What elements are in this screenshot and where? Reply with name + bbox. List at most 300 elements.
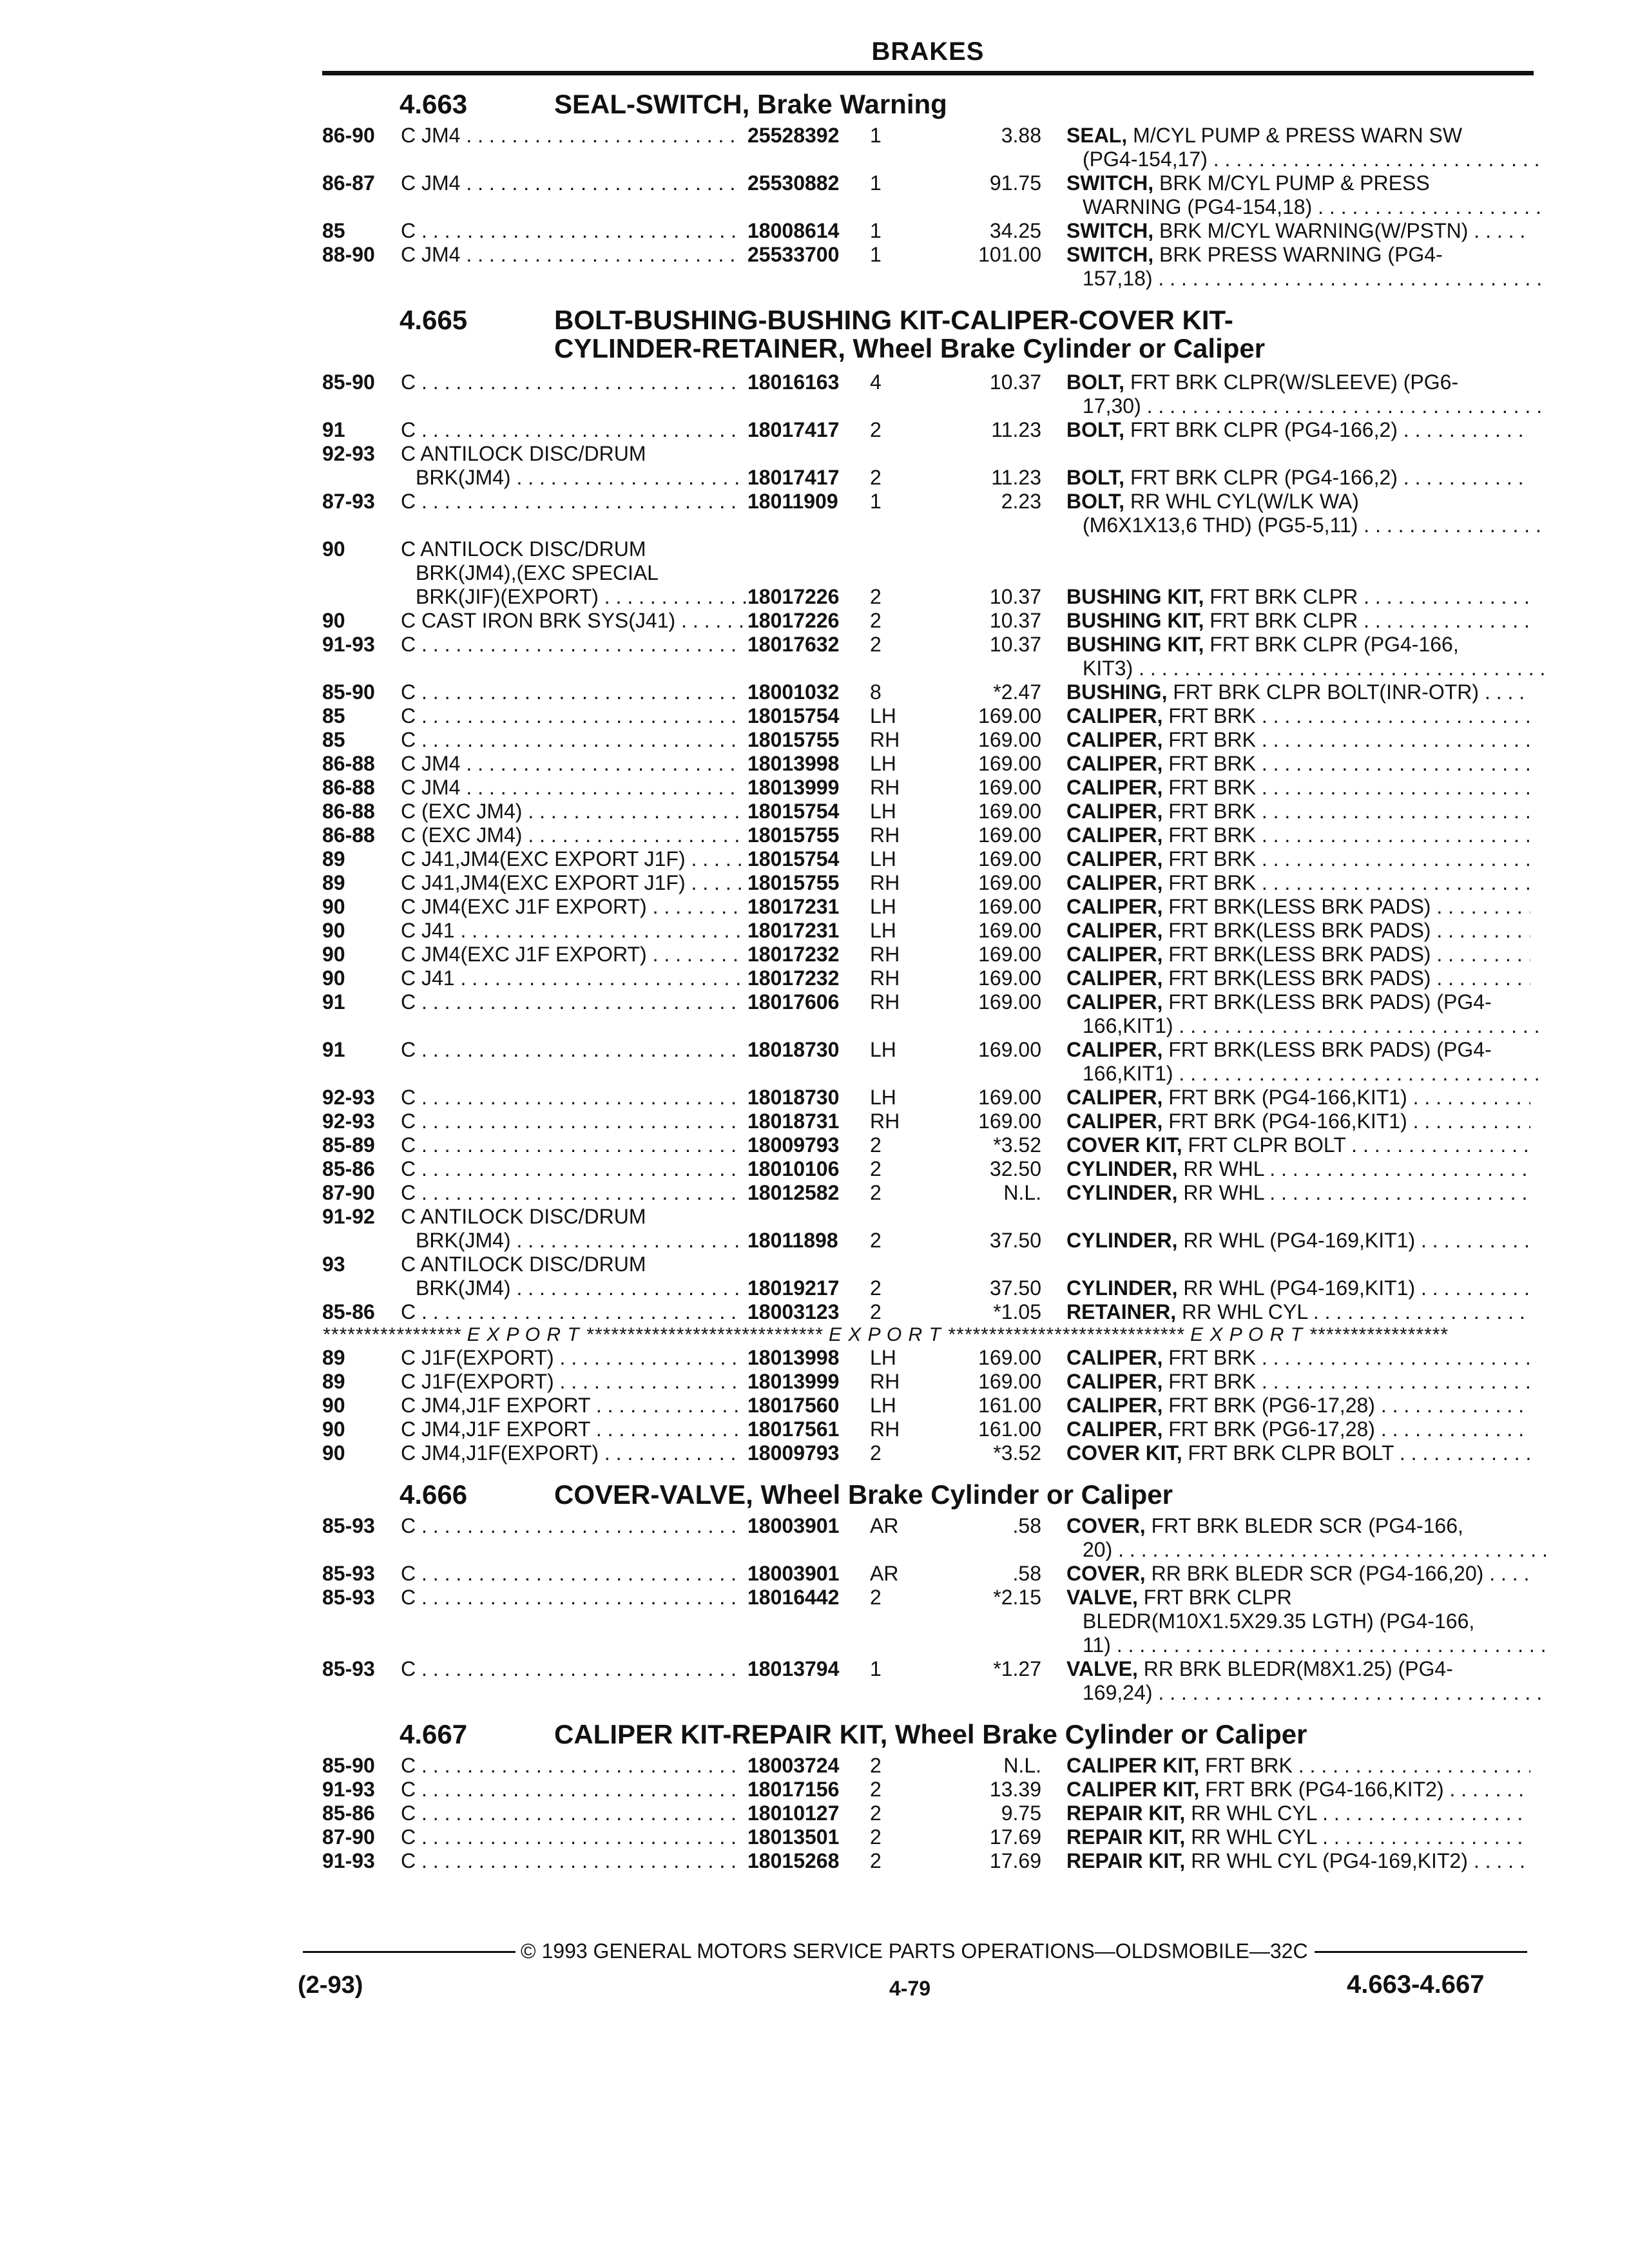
row-description: 157,18) . . . xyxy=(1083,267,1547,291)
part-number: 18011909 xyxy=(747,490,838,513)
row-applicability: BRK(JIF)(EXPORT) . . . xyxy=(416,585,757,609)
row-years: 87-90 xyxy=(322,1181,375,1204)
table-row xyxy=(0,1778,1629,1802)
table-row xyxy=(0,800,1629,823)
row-price: 34.25 xyxy=(989,219,1041,242)
row-quantity: 2 xyxy=(870,1157,882,1180)
row-applicability: C . . . xyxy=(401,1586,742,1610)
row-price: .58 xyxy=(1012,1562,1041,1585)
row-description: CALIPER, FRT BRK . . . xyxy=(1066,1370,1530,1394)
part-number: 18003724 xyxy=(747,1754,840,1777)
row-description: REPAIR KIT, RR WHL CYL (PG4-169,KIT2) . . . xyxy=(1066,1849,1530,1873)
table-row xyxy=(0,1229,1629,1253)
row-price: *2.47 xyxy=(993,680,1041,704)
row-years: 91 xyxy=(322,1038,345,1061)
row-quantity: LH xyxy=(870,800,896,823)
part-number: 18017156 xyxy=(747,1778,840,1801)
row-description: WARNING (PG4-154,18) . . . xyxy=(1083,195,1547,219)
row-years: 85-93 xyxy=(322,1657,375,1680)
row-years: 86-88 xyxy=(322,823,375,847)
row-price: 169.00 xyxy=(978,847,1041,870)
row-price: 169.00 xyxy=(978,704,1041,727)
part-keyword: CALIPER, xyxy=(1066,847,1163,870)
part-number: 18019217 xyxy=(747,1276,840,1300)
table-row xyxy=(0,1157,1629,1181)
part-keyword: VALVE, xyxy=(1066,1657,1138,1680)
row-applicability: C JM4 . . . xyxy=(401,243,742,267)
part-keyword: CALIPER, xyxy=(1066,919,1163,942)
row-applicability: C . . . xyxy=(401,1849,742,1873)
row-quantity: LH xyxy=(870,919,896,942)
row-years: 90 xyxy=(322,537,345,561)
row-applicability: C . . . xyxy=(401,1038,742,1062)
row-applicability: C J41 . . . xyxy=(401,966,742,990)
part-keyword: SWITCH, xyxy=(1066,219,1154,242)
row-applicability: C JM4 . . . xyxy=(401,752,742,776)
row-price: N.L. xyxy=(1003,1181,1041,1204)
table-row xyxy=(0,418,1629,442)
part-number: 18017632 xyxy=(747,633,840,656)
part-keyword: SWITCH, xyxy=(1066,171,1154,195)
row-description: BOLT, FRT BRK CLPR (PG4-166,2) . . . xyxy=(1066,418,1530,442)
row-description: COVER, RR BRK BLEDR SCR (PG4-166,20) . . . xyxy=(1066,1562,1530,1586)
row-price: 169.00 xyxy=(978,776,1041,799)
row-description: COVER KIT, FRT CLPR BOLT . . . xyxy=(1066,1133,1530,1157)
row-quantity: 8 xyxy=(870,680,882,704)
row-years: 90 xyxy=(322,943,345,966)
row-years: 90 xyxy=(322,919,345,942)
row-description: CYLINDER, RR WHL (PG4-169,KIT1) . . . xyxy=(1066,1229,1530,1253)
part-keyword: CALIPER, xyxy=(1066,871,1163,894)
row-description: CYLINDER, RR WHL (PG4-169,KIT1) . . . xyxy=(1066,1276,1530,1300)
export-divider: ***************** E X P O R T ***************************** E X P O R T ***************************** E X P O R T ***************** xyxy=(322,1324,1448,1345)
table-row xyxy=(0,171,1629,195)
row-applicability: C . . . xyxy=(401,1778,742,1802)
part-keyword: BUSHING KIT, xyxy=(1066,585,1204,608)
row-price: 2.23 xyxy=(1001,490,1041,513)
row-years: 90 xyxy=(322,1394,345,1417)
row-applicability: C JM4,J1F(EXPORT) . . . xyxy=(401,1441,742,1465)
part-number: 18018731 xyxy=(747,1110,840,1133)
row-applicability: C ANTILOCK DISC/DRUM xyxy=(401,1205,646,1228)
table-row xyxy=(0,1586,1629,1610)
part-keyword: CALIPER, xyxy=(1066,776,1163,799)
row-applicability: C JM4(EXC J1F EXPORT) . . . xyxy=(401,895,742,919)
part-keyword: CALIPER, xyxy=(1066,728,1163,751)
row-description: CALIPER, FRT BRK(LESS BRK PADS) . . . xyxy=(1066,895,1530,919)
row-description: CALIPER, FRT BRK (PG4-166,KIT1) . . . xyxy=(1066,1086,1530,1110)
row-quantity: 2 xyxy=(870,609,882,632)
row-applicability: C . . . xyxy=(401,1825,742,1849)
table-row xyxy=(0,1253,1629,1276)
row-years: 91-93 xyxy=(322,1778,375,1801)
table-row xyxy=(0,585,1629,609)
row-applicability: C . . . xyxy=(401,1562,742,1586)
row-price: 169.00 xyxy=(978,966,1041,990)
footer-rule-left xyxy=(303,1951,516,1953)
part-number: 18017561 xyxy=(747,1418,840,1441)
row-price: 169.00 xyxy=(978,1038,1041,1061)
row-price: *3.52 xyxy=(993,1133,1041,1157)
part-keyword: CALIPER, xyxy=(1066,990,1163,1014)
part-number: 25533700 xyxy=(747,243,840,266)
table-row xyxy=(0,1825,1629,1849)
row-quantity: LH xyxy=(870,1038,896,1061)
table-row xyxy=(0,823,1629,847)
row-years: 88-90 xyxy=(322,243,375,266)
part-number: 18017231 xyxy=(747,919,840,942)
part-number: 18013501 xyxy=(747,1825,840,1849)
part-number: 18001032 xyxy=(747,680,840,704)
row-applicability: C . . . xyxy=(401,219,742,243)
table-row xyxy=(0,1633,1629,1657)
part-keyword: CALIPER, xyxy=(1066,752,1163,775)
row-quantity: 2 xyxy=(870,585,882,608)
table-row xyxy=(0,943,1629,966)
row-price: 169.00 xyxy=(978,1086,1041,1109)
row-years: 92-93 xyxy=(322,1110,375,1133)
row-description: VALVE, RR BRK BLEDR(M8X1.25) (PG4- xyxy=(1066,1657,1453,1680)
row-description: REPAIR KIT, RR WHL CYL . . . xyxy=(1066,1802,1530,1825)
row-years: 86-88 xyxy=(322,776,375,799)
table-row xyxy=(0,847,1629,871)
table-row xyxy=(0,1562,1629,1586)
row-applicability: C ANTILOCK DISC/DRUM xyxy=(401,537,646,561)
row-quantity: 2 xyxy=(870,1586,882,1609)
row-applicability: C . . . xyxy=(401,418,742,442)
row-applicability: BRK(JM4) . . . xyxy=(416,1229,757,1253)
row-years: 89 xyxy=(322,1346,345,1369)
row-quantity: 2 xyxy=(870,1229,882,1252)
row-years: 89 xyxy=(322,847,345,870)
row-quantity: 2 xyxy=(870,1441,882,1465)
row-description: CALIPER, FRT BRK(LESS BRK PADS) . . . xyxy=(1066,966,1530,990)
row-applicability: C JM4,J1F EXPORT . . . xyxy=(401,1418,742,1441)
table-row xyxy=(0,1681,1629,1705)
row-applicability: C JM4 . . . xyxy=(401,124,742,148)
row-description: CALIPER, FRT BRK . . . xyxy=(1066,1346,1530,1370)
part-number: 18017232 xyxy=(747,966,840,990)
row-quantity: 4 xyxy=(870,370,882,394)
part-number: 18015268 xyxy=(747,1849,840,1872)
row-price: 17.69 xyxy=(989,1825,1041,1849)
part-keyword: CALIPER, xyxy=(1066,966,1163,990)
row-quantity: LH xyxy=(870,1346,896,1369)
row-years: 86-87 xyxy=(322,171,375,195)
table-row xyxy=(0,1538,1629,1562)
row-years: 92-93 xyxy=(322,1086,375,1109)
row-price: N.L. xyxy=(1003,1754,1041,1777)
part-number: 18008614 xyxy=(747,219,840,242)
row-description: CALIPER, FRT BRK . . . xyxy=(1066,823,1530,847)
row-applicability: C . . . xyxy=(401,1181,742,1205)
part-keyword: CYLINDER, xyxy=(1066,1276,1178,1300)
row-years: 85-93 xyxy=(322,1514,375,1537)
row-price: 169.00 xyxy=(978,990,1041,1014)
row-applicability: C JM4 . . . xyxy=(401,171,742,195)
part-number: 18009793 xyxy=(747,1441,840,1465)
row-quantity: RH xyxy=(870,823,900,847)
row-applicability: C . . . xyxy=(401,1157,742,1181)
row-description: CALIPER, FRT BRK . . . xyxy=(1066,800,1530,823)
row-description: BUSHING KIT, FRT BRK CLPR . . . xyxy=(1066,609,1530,633)
table-row xyxy=(0,195,1629,219)
row-description: (M6X1X13,6 THD) (PG5-5,11) . . . xyxy=(1083,514,1547,537)
row-years: 86-88 xyxy=(322,752,375,775)
row-price: 169.00 xyxy=(978,1110,1041,1133)
row-applicability: C J1F(EXPORT) . . . xyxy=(401,1370,742,1394)
row-description: RETAINER, RR WHL CYL . . . xyxy=(1066,1300,1530,1324)
part-number: 18017560 xyxy=(747,1394,840,1417)
table-row xyxy=(0,1038,1629,1062)
section-number: 4.667 xyxy=(400,1719,468,1749)
part-number: 18013998 xyxy=(747,752,840,775)
part-keyword: CALIPER, xyxy=(1066,1110,1163,1133)
row-description: 169,24) . . . xyxy=(1083,1681,1547,1705)
part-number: 18017231 xyxy=(747,895,840,918)
table-row xyxy=(0,1754,1629,1778)
row-price: 169.00 xyxy=(978,895,1041,918)
row-description: CALIPER, FRT BRK . . . xyxy=(1066,752,1530,776)
row-price: 10.37 xyxy=(989,609,1041,632)
row-years: 85-89 xyxy=(322,1133,375,1157)
part-keyword: CYLINDER, xyxy=(1066,1157,1178,1180)
row-description: CALIPER, FRT BRK . . . xyxy=(1066,704,1530,728)
row-price: 10.37 xyxy=(989,370,1041,394)
row-quantity: 2 xyxy=(870,1133,882,1157)
row-applicability: C . . . xyxy=(401,990,742,1014)
part-number: 18017417 xyxy=(747,418,840,441)
row-applicability: C . . . xyxy=(401,728,742,752)
part-keyword: RETAINER, xyxy=(1066,1300,1177,1323)
part-number: 18017226 xyxy=(747,609,840,632)
row-quantity: 2 xyxy=(870,466,882,489)
table-row xyxy=(0,1014,1629,1038)
table-row xyxy=(0,1418,1629,1441)
table-row xyxy=(0,1300,1629,1324)
row-years: 85 xyxy=(322,219,345,242)
row-quantity: LH xyxy=(870,1394,896,1417)
row-years: 91 xyxy=(322,418,345,441)
table-row xyxy=(0,1394,1629,1418)
row-price: 161.00 xyxy=(978,1394,1041,1417)
row-description: CALIPER, FRT BRK . . . xyxy=(1066,776,1530,800)
part-number: 18018730 xyxy=(747,1038,840,1061)
part-keyword: COVER KIT, xyxy=(1066,1133,1182,1157)
part-keyword: CALIPER, xyxy=(1066,895,1163,918)
part-keyword: CALIPER, xyxy=(1066,800,1163,823)
part-number: 18009793 xyxy=(747,1133,840,1157)
part-keyword: CALIPER, xyxy=(1066,1038,1163,1061)
row-price: 13.39 xyxy=(989,1778,1041,1801)
table-row xyxy=(0,776,1629,800)
part-number: 18003901 xyxy=(747,1562,840,1585)
row-description: KIT3) . . . xyxy=(1083,657,1547,680)
table-row xyxy=(0,657,1629,680)
table-row xyxy=(0,1802,1629,1825)
table-row xyxy=(0,370,1629,394)
row-price: 101.00 xyxy=(978,243,1041,266)
row-years: 90 xyxy=(322,1418,345,1441)
part-keyword: CALIPER KIT, xyxy=(1066,1754,1200,1777)
part-number: 18015754 xyxy=(747,704,840,727)
row-applicability: C J41,JM4(EXC EXPORT J1F) . . . xyxy=(401,871,742,895)
footer-date: (2-93) xyxy=(298,1972,363,1999)
row-price: 10.37 xyxy=(989,585,1041,608)
part-keyword: CALIPER, xyxy=(1066,1086,1163,1109)
row-description: CALIPER, FRT BRK (PG6-17,28) . . . xyxy=(1066,1418,1530,1441)
row-applicability: C ANTILOCK DISC/DRUM xyxy=(401,1253,646,1276)
row-years: 89 xyxy=(322,1370,345,1393)
section-number: 4.665 xyxy=(400,305,468,335)
row-price: 169.00 xyxy=(978,943,1041,966)
row-description: BUSHING, FRT BRK CLPR BOLT(INR-OTR) . . . xyxy=(1066,680,1530,704)
part-number: 18011898 xyxy=(747,1229,838,1252)
row-description: CALIPER, FRT BRK (PG4-166,KIT1) . . . xyxy=(1066,1110,1530,1133)
row-description: CALIPER, FRT BRK(LESS BRK PADS) . . . xyxy=(1066,943,1530,966)
row-quantity: 1 xyxy=(870,171,882,195)
row-applicability: C . . . xyxy=(401,490,742,514)
row-quantity: RH xyxy=(870,966,900,990)
part-keyword: BUSHING KIT, xyxy=(1066,609,1204,632)
footer-copyright: © 1993 GENERAL MOTORS SERVICE PARTS OPERATIONS—OLDSMOBILE—32C xyxy=(521,1939,1308,1963)
part-keyword: COVER KIT, xyxy=(1066,1441,1182,1465)
row-description: 166,KIT1) . . . xyxy=(1083,1062,1547,1086)
row-quantity: 2 xyxy=(870,1300,882,1323)
row-years: 85-86 xyxy=(322,1300,375,1323)
table-row xyxy=(0,609,1629,633)
row-years: 87-93 xyxy=(322,490,375,513)
row-applicability: C J41,JM4(EXC EXPORT J1F) . . . xyxy=(401,847,742,871)
table-row xyxy=(0,442,1629,466)
row-applicability: C (EXC JM4) . . . xyxy=(401,800,742,823)
part-number: 18016442 xyxy=(747,1586,840,1609)
table-row xyxy=(0,219,1629,243)
row-price: 169.00 xyxy=(978,1346,1041,1369)
row-price: 169.00 xyxy=(978,728,1041,751)
row-description: SWITCH, BRK PRESS WARNING (PG4- xyxy=(1066,243,1443,266)
row-price: *3.52 xyxy=(993,1441,1041,1465)
row-price: 169.00 xyxy=(978,752,1041,775)
row-description: 17,30) . . . xyxy=(1083,394,1547,418)
row-years: 91-93 xyxy=(322,1849,375,1872)
row-quantity: RH xyxy=(870,990,900,1014)
table-row xyxy=(0,728,1629,752)
table-row xyxy=(0,466,1629,490)
row-quantity: RH xyxy=(870,1418,900,1441)
table-row xyxy=(0,1346,1629,1370)
row-years: 85 xyxy=(322,704,345,727)
table-row xyxy=(0,267,1629,291)
row-price: 37.50 xyxy=(989,1229,1041,1252)
row-quantity: 2 xyxy=(870,1778,882,1801)
row-applicability: C . . . xyxy=(401,1110,742,1133)
table-row xyxy=(0,966,1629,990)
part-number: 18017417 xyxy=(747,466,840,489)
row-description: BOLT, RR WHL CYL(W/LK WA) xyxy=(1066,490,1359,513)
part-keyword: BUSHING, xyxy=(1066,680,1168,704)
row-years: 85-93 xyxy=(322,1586,375,1609)
row-description: BUSHING KIT, FRT BRK CLPR . . . xyxy=(1066,585,1530,609)
row-description: SEAL, M/CYL PUMP & PRESS WARN SW xyxy=(1066,124,1463,147)
table-row xyxy=(0,537,1629,561)
row-applicability: C CAST IRON BRK SYS(J41) . . . xyxy=(401,609,742,633)
row-description: BUSHING KIT, FRT BRK CLPR (PG4-166, xyxy=(1066,633,1459,656)
row-price: 169.00 xyxy=(978,823,1041,847)
table-row xyxy=(0,1514,1629,1538)
footer-page-number: 4-79 xyxy=(889,1977,931,2000)
row-quantity: 1 xyxy=(870,490,882,513)
row-price: .58 xyxy=(1012,1514,1041,1537)
row-quantity: 1 xyxy=(870,243,882,266)
row-years: 85-86 xyxy=(322,1802,375,1825)
row-quantity: 1 xyxy=(870,1657,882,1680)
row-applicability: C J1F(EXPORT) . . . xyxy=(401,1346,742,1370)
part-keyword: REPAIR KIT, xyxy=(1066,1825,1186,1849)
row-years: 89 xyxy=(322,871,345,894)
row-quantity: LH xyxy=(870,704,896,727)
part-number: 18015754 xyxy=(747,847,840,870)
row-price: 3.88 xyxy=(1001,124,1041,147)
part-number: 18015755 xyxy=(747,823,840,847)
part-number: 18017606 xyxy=(747,990,840,1014)
part-keyword: CALIPER, xyxy=(1066,943,1163,966)
row-applicability: C JM4(EXC J1F EXPORT) . . . xyxy=(401,943,742,966)
row-price: *1.05 xyxy=(993,1300,1041,1323)
part-number: 18015755 xyxy=(747,728,840,751)
row-price: *2.15 xyxy=(993,1586,1041,1609)
row-description: CALIPER KIT, FRT BRK (PG4-166,KIT2) . . . xyxy=(1066,1778,1530,1802)
row-applicability: C . . . xyxy=(401,1133,742,1157)
row-description: BOLT, FRT BRK CLPR (PG4-166,2) . . . xyxy=(1066,466,1530,490)
row-description: BOLT, FRT BRK CLPR(W/SLEEVE) (PG6- xyxy=(1066,370,1459,394)
row-description: CALIPER, FRT BRK(LESS BRK PADS) . . . xyxy=(1066,919,1530,943)
part-number: 18013999 xyxy=(747,776,840,799)
row-description: VALVE, FRT BRK CLPR xyxy=(1066,1586,1292,1609)
part-number: 25528392 xyxy=(747,124,840,147)
row-years: 92-93 xyxy=(322,442,375,465)
row-applicability: C . . . xyxy=(401,1514,742,1538)
row-quantity: RH xyxy=(870,1110,900,1133)
part-number: 18013794 xyxy=(747,1657,840,1680)
table-row xyxy=(0,752,1629,776)
table-row xyxy=(0,243,1629,267)
part-keyword: BUSHING KIT, xyxy=(1066,633,1204,656)
part-keyword: CALIPER KIT, xyxy=(1066,1778,1200,1801)
table-row xyxy=(0,1610,1629,1633)
row-price: 169.00 xyxy=(978,871,1041,894)
table-row xyxy=(0,871,1629,895)
row-applicability: C JM4 . . . xyxy=(401,776,742,800)
row-applicability: C . . . xyxy=(401,633,742,657)
part-number: 18012582 xyxy=(747,1181,840,1204)
row-quantity: 2 xyxy=(870,1825,882,1849)
row-price: 169.00 xyxy=(978,800,1041,823)
row-description: SWITCH, BRK M/CYL PUMP & PRESS xyxy=(1066,171,1430,195)
row-description: COVER, FRT BRK BLEDR SCR (PG4-166, xyxy=(1066,1514,1463,1537)
part-keyword: REPAIR KIT, xyxy=(1066,1802,1186,1825)
row-years: 85-90 xyxy=(322,1754,375,1777)
part-keyword: REPAIR KIT, xyxy=(1066,1849,1186,1872)
row-applicability: BRK(JM4),(EXC SPECIAL xyxy=(416,561,659,584)
row-price: 11.23 xyxy=(991,466,1041,489)
row-quantity: RH xyxy=(870,776,900,799)
part-keyword: CYLINDER, xyxy=(1066,1229,1178,1252)
part-number: 18015755 xyxy=(747,871,840,894)
row-price: 9.75 xyxy=(1001,1802,1041,1825)
part-number: 18010127 xyxy=(747,1802,840,1825)
part-number: 18003901 xyxy=(747,1514,840,1537)
